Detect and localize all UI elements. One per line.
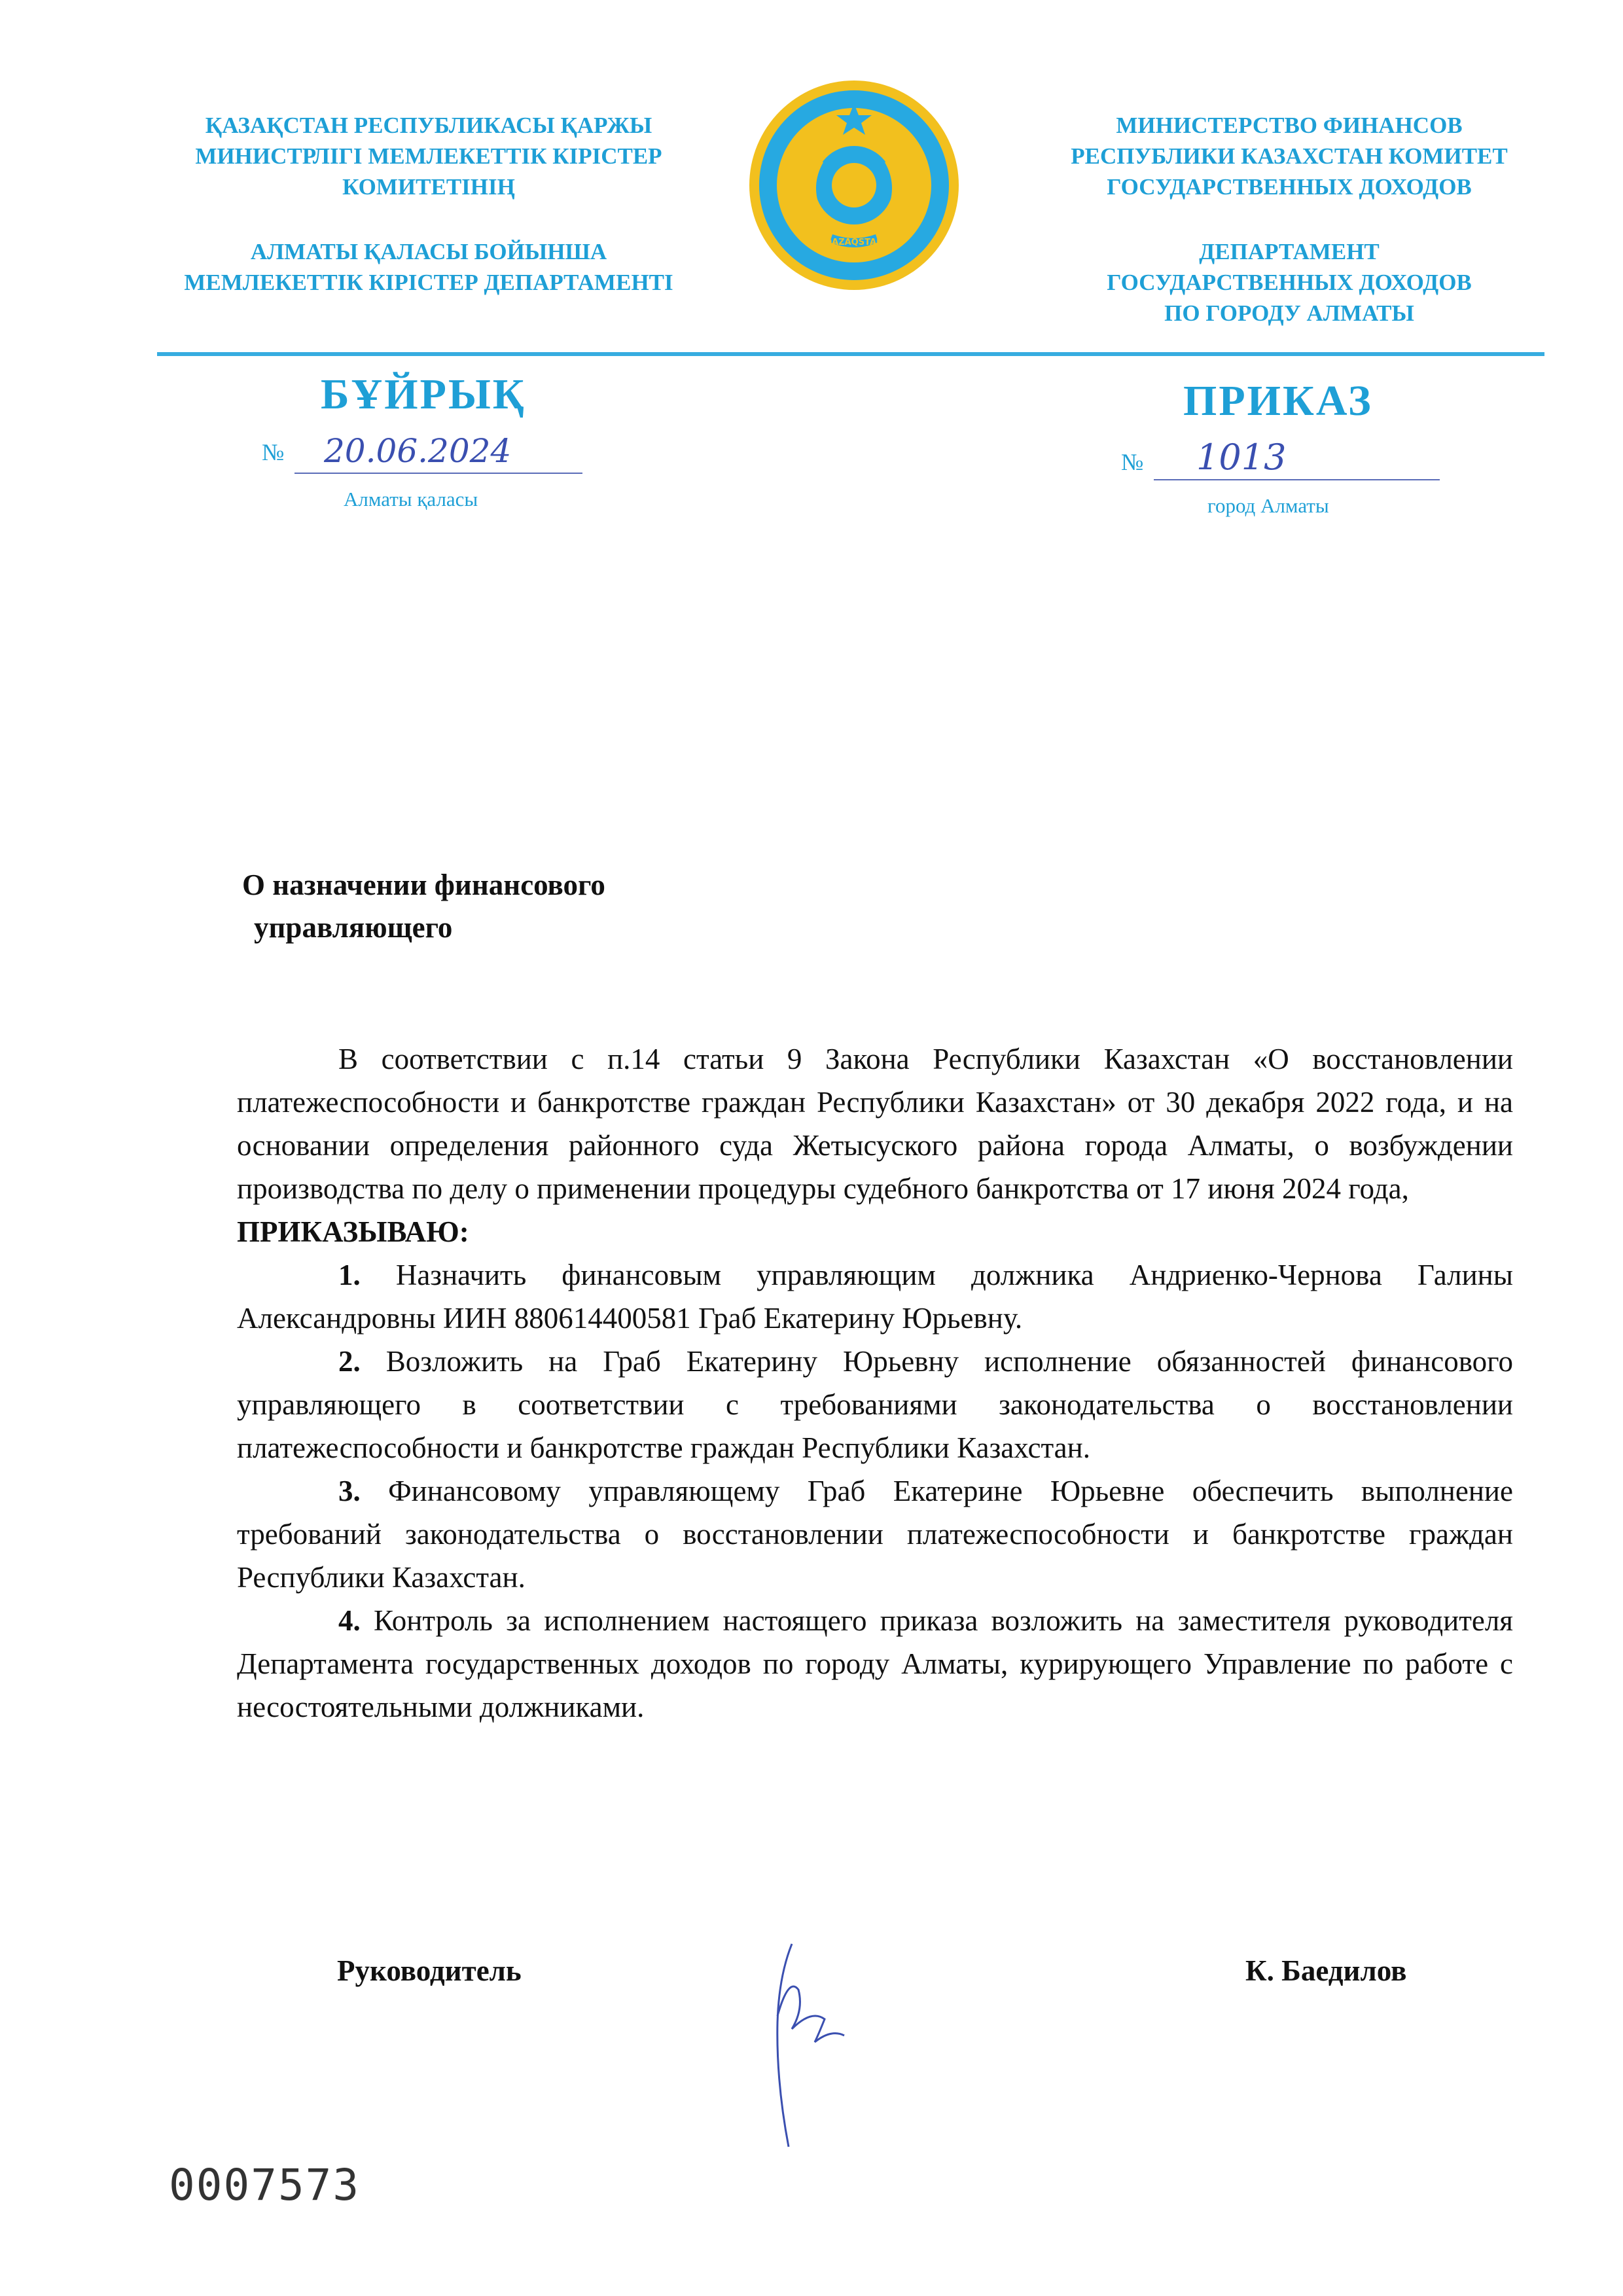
header-ru bbox=[1041, 110, 1538, 329]
order-title-kz: БҰЙРЫҚ bbox=[321, 370, 526, 418]
order-title-ru: ПРИКАЗ bbox=[1183, 377, 1373, 425]
subject-line-2: управляющего bbox=[254, 911, 453, 944]
item-number: 1. bbox=[338, 1259, 361, 1291]
item-number: 2. bbox=[338, 1345, 361, 1378]
order-number-field bbox=[1121, 437, 1287, 478]
state-emblem-icon bbox=[746, 77, 962, 293]
number-sign: № bbox=[262, 439, 285, 465]
handwritten-signature bbox=[753, 1937, 877, 2153]
body-item-1 bbox=[237, 1253, 1513, 1340]
item-text: Назначить финансовым управляющим должника Андриенко-Чернова Галины Александровны ИИН 880614400581 Граб Екатерину Юрьевну. bbox=[237, 1259, 1513, 1335]
order-date-field bbox=[262, 432, 512, 470]
order-subject bbox=[242, 864, 605, 949]
svg-text:QAZAQSTAN: QAZAQSTAN bbox=[825, 238, 883, 247]
header-kz-dept-line-1: АЛМАТЫ ҚАЛАСЫ БОЙЫНША bbox=[250, 239, 607, 264]
item-text: Возложить на Граб Екатерину Юрьевну исполнение обязанностей финансового управляющего в соответствии с требованиями законодательства о восстановлении платежеспособности и банкротстве граждан Республики Казахстан. bbox=[237, 1345, 1513, 1464]
signatory-name: К. Баедилов bbox=[1245, 1954, 1407, 1987]
body-intro: В соответствии с п.14 статьи 9 Закона Республики Казахстан «О восстановлении платежеспособности и банкротстве граждан Республики Казахстан» от 30 декабря 2022 года, и на основании определения районного суда Жетысуского района города Алматы, о возбуждении производства по делу о применении процедуры судебного банкротства от 17 июня 2024 года, bbox=[237, 1043, 1513, 1205]
header-ru-dept-line-1: ДЕПАРТАМЕНТ bbox=[1199, 239, 1380, 264]
header-kz-dept-line-2: МЕМЛЕКЕТТІК КІРІСТЕР ДЕПАРТАМЕНТІ bbox=[184, 270, 673, 295]
body-command: ПРИКАЗЫВАЮ: bbox=[237, 1215, 469, 1248]
handwritten-number: 1013 bbox=[1196, 437, 1287, 478]
header-ru-dept-line-2: ГОСУДАРСТВЕННЫХ ДОХОДОВ bbox=[1107, 270, 1472, 295]
header-kz-org-line-1: ҚАЗАҚСТАН РЕСПУБЛИКАСЫ ҚАРЖЫ bbox=[205, 113, 652, 138]
header-kz-org-line-3: КОМИТЕТІНІҢ bbox=[342, 174, 515, 200]
header-kz-org-line-2: МИНИСТРЛІГІ МЕМЛЕКЕТТІК КІРІСТЕР bbox=[195, 143, 662, 169]
item-number: 4. bbox=[338, 1604, 361, 1637]
item-number: 3. bbox=[338, 1475, 361, 1507]
item-text: Контроль за исполнением настоящего приказа возложить на заместителя руководителя Департамента государственных доходов по городу Алматы, курирующего Управление по работе с несостоятельными должниками. bbox=[237, 1604, 1513, 1723]
header-ru-org-line-1: МИНИСТЕРСТВО ФИНАНСОВ bbox=[1116, 113, 1463, 138]
header-ru-dept-line-3: ПО ГОРОДУ АЛМАТЫ bbox=[1164, 300, 1414, 326]
item-text: Финансовому управляющему Граб Екатерине Юрьевне обеспечить выполнение требований законодательства о восстановлении платежеспособности и банкротстве граждан Республики Казахстан. bbox=[237, 1475, 1513, 1594]
header-kz bbox=[151, 110, 707, 298]
number-underline bbox=[1154, 479, 1440, 480]
header-ru-org-line-3: ГОСУДАРСТВЕННЫХ ДОХОДОВ bbox=[1107, 174, 1472, 200]
subject-line-1: О назначении финансового bbox=[242, 869, 605, 901]
body-item-3 bbox=[237, 1469, 1513, 1599]
date-underline bbox=[294, 473, 582, 474]
header-ru-org-line-2: РЕСПУБЛИКИ КАЗАХСТАН КОМИТЕТ bbox=[1071, 143, 1508, 169]
body-item-4 bbox=[237, 1599, 1513, 1729]
body-item-2 bbox=[237, 1340, 1513, 1469]
signatory-role: Руководитель bbox=[337, 1954, 522, 1987]
number-sign: № bbox=[1121, 449, 1144, 475]
order-body bbox=[237, 1037, 1513, 1729]
registry-number: 0007573 bbox=[169, 2160, 361, 2210]
handwritten-date: 20.06.2024 bbox=[324, 432, 512, 470]
header-separator bbox=[157, 352, 1544, 356]
city-kz: Алматы қаласы bbox=[344, 488, 478, 511]
city-ru: город Алматы bbox=[1207, 494, 1329, 517]
